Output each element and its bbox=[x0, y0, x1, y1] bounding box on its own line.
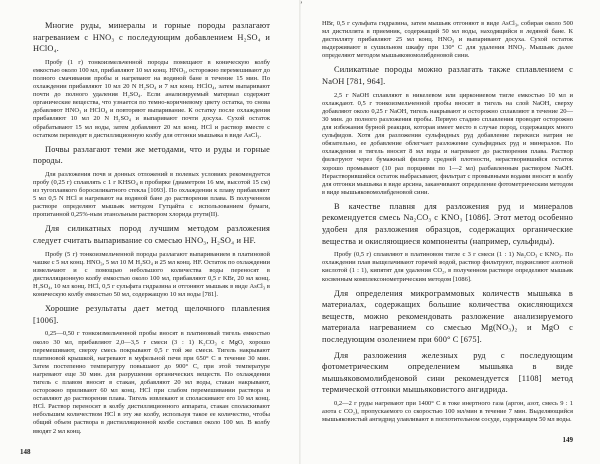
paragraph-naoh-procedure: 2,5 г NaOH сплавляют в никелевом или циркониевом тигле емкостью 10 мл и охлаждают. 0,5 г тонкоизмельченной пробы вносят в тигель на слой NaOH, сверху добавляют около 0,25 г NaOH, тигель накрывают и осторожно сплавляют в течение 20—30 мин. до полного разложения пробы. Первую стадию сплавления проводят осторожно для избежания бурной реакции, которая имеет место в случае пород, содержащих много сульфидов. Хотя для разложения сульфидных руд добавление перекиси натрия не обязательно, ее добавление облегчает разложение сульфидных руд и минералов. По охлаждении в тигель вносят 8 мл воды и нагревают до растворения плава. Раствор фильтруют через бумажный фильтр средней плотности, нерастворившийся остаток хорошо промывают (10 раз порциями по 1—2 мл) разбавленным раствором NaOH. Нерастворившийся остаток выбрасывают, фильтрат с промывными водами вносят в колбу для отгонки мышьяка в виде арсина, заканчивают определение фотометрическим методом в виде мышьяковомолибденовой сини. bbox=[322, 91, 573, 196]
paragraph-iron-ores-intro: Для разложения железных руд с последующим фотометрическим определением мышьяка в виде мышьяковомолибденовой сини рекомендуется [1108] метод термической отгонки мышьяковистого ангидрида. bbox=[322, 350, 573, 395]
paragraph-silicate-procedure: Пробу (5 г) тонкоизмельченной породы разлагают выпариванием в платиновой чашке с 5 мл конц. HNO₃, 5 мл 10 M H₂SO₄ и 25 мл конц. HF. Остаток по охлаждении измельчают и с помощью небольшого количества воды переносят в дистилляционную колбу емкостью около 100 мл, прибавляют 0,5 г KBr, 20 мл конц. H₂SO₄, 10 мл конц. HCl, 0,5 г сульфата гидразина и отгоняют мышьяк в виде AsCl₃ в коническую колбу емкостью 50 мл, содержащую 10 мл воды [781]. bbox=[33, 250, 270, 299]
right-page bbox=[300, 0, 600, 464]
page-number: 149 bbox=[562, 436, 573, 445]
scan-mark: ʼ bbox=[300, 0, 303, 9]
paragraph-microgram-intro: Для определения микрограммовых количеств мышьяка в материалах, содержащих большие количества окисляющихся веществ, можно рекомендовать разложение анализируемого материала нагреванием со смесью Mg(NO₃)₂ и MgO с последующим озолением при 600° С [675]. bbox=[322, 288, 573, 344]
paragraph-continuation: HBr, 0,5 г сульфата гидразина, затем мышьяк отгоняют в виде AsCl₃, собирая около 500 мл дистиллята в приемник, содержащий 50 мл воды, находящийся в ледяной бане. К дистилляту прибавляют 25 мл конц. HNO₃ и выпаривают досуха. Сухой остаток выдерживают в сушильном шкафу при 130° С для удаления HNO₃. Мышьяк далее определяют методом мышьяковомолибденовой сини. bbox=[322, 20, 573, 60]
page-number: 148 bbox=[20, 447, 31, 456]
paragraph-iron-ores-procedure: 0,2—2 г руды нагревают при 1400° С в токе инертного газа (аргон, азот, смесь 9 : 1 азота с CO₂), пропускаемого со скоростью 100 мл/мин в течение 7 мин. Выделяющийся мышьяковистый ангидрид улавливают в поглотительном сосуде, содержащем 50 мл воды. bbox=[322, 399, 573, 424]
paragraph-silicate-intro: Для силикатных пород лучшим методом разложения следует считать выпаривание со смесью HNO₃, H₂SO₄ и HF. bbox=[33, 224, 270, 246]
paragraph-alkaline-intro: Хорошие результаты дает метод щелочного плавления [1006]. bbox=[33, 304, 270, 325]
paragraph-flux-procedure: Пробу (0,5 г) сплавляют в платиновом тигле с 3 г смеси (1 : 1) Na₂CO₃ с KNO₃. По охлаждении плав выщелачивают горячей водой, раствор фильтруют, подкисляют азотной кислотой (1 : 1), кипятят для удаления CO₂, в полученном растворе определяют мышьяк косвенным комплексонометрическим методом [1086]. bbox=[322, 251, 573, 283]
paragraph-soils-intro: Почвы разлагают теми же методами, что и руды и горные породы. bbox=[33, 144, 270, 166]
paragraph-ore-procedure: Пробу (1 г) тонкоизмельченной породы помещают в коническую колбу емкостью около 100 мл, прибавляют 10 мл конц. HNO₃, осторожно перемешивают до полного смачивания пробы и нагревают на водяной бане в течение 15 мин. По охлаждении прибавляют 10 мл 20 N H₂SO₄ и 7 мл конц. HClO₄, затем выпаривают почти до полного удаления H₂SO₄. Если анализируемый материал содержит органические вещества, что узнается по темно-коричневому цвету остатка, то снова добавляют HNO₃ и HClO₄ и повторяют выпаривание. К остатку после охлаждения прибавляют 10 мл 20 N H₂SO₄ и выпаривают почти досуха. Сухой остаток обрабатывают 15 мл воды, затем добавляют 20 мл конц. HCl и раствор вместе с остатком переводят в дистилляционную колбу для отгонки мышьяка в виде AsCl₃. bbox=[33, 58, 270, 139]
paragraph-flux-intro: В качестве плавня для разложения руд и минералов рекомендуется смесь Na₂CO₃ с KNO₃ [1086]. Этот метод особенно удобен для разложения образцов, содержащих органические вещества и окисляющиеся компоненты (например, сульфиды). bbox=[322, 201, 573, 246]
paragraph-alkaline-procedure: 0,25—0,50 г тонкоизмельченной пробы вносят в платиновый тигель емкостью около 30 мл, прибавляют 2,0—3,5 г смеси (3 : 1) K₂CO₃ с MgO, хорошо перемешивают, сверху смесь покрывают 0,5 г той же смеси. Тигель накрывают платиновой крышкой, нагревают в муфельной печи при 650° С в течение 30 мин. Затем постепенно температуру повышают до 900° С, при этой температуре нагревают еще 30 мин. для разрушения органических веществ. По охлаждении тигель с плавом вносят в стакан, добавляют 20 мл воды, стакан накрывают, осторожно приливают 60 мл конц. HCl при слабом перемешивании раствора и оставляют до растворения плава. Тигель извлекают и споласкивают его 10 мл конц. HCl. Раствор переносят в колбу дистилляционного аппарата, стакан споласкивают небольшим количеством HCl в эту же колбу, используя такое ее количество, чтобы общий объем раствора в дистилляционной колбе составил около 100 мл. В колбу вводят 2 мл конц. bbox=[33, 330, 270, 435]
paragraph-ores-intro: Многие руды, минералы и горные породы разлагают нагреванием с HNO₃ с последующим добавлением H₂SO₄ и HClO₄. bbox=[33, 21, 270, 54]
paragraph-naoh-intro: Силикатные породы можно разлагать также сплавлением с NaOH [781, 964]. bbox=[322, 65, 573, 87]
paragraph-soils-procedure: Для разложения почв и донных отложений в полевых условиях рекомендуется пробу (0,25 г) сплавлять с 1 г KHSO₄ в пробирке (диаметром 16 мм, высотой 15 см) из тугоплавкого боросиликатного стекла [1093]. По охлаждении к плаву прибавляют 5 мл 0,5 N HCl и нагревают на водяной бане до растворения плава. В полученном растворе определяют мышьяк методом Гутцайта с использованием бумаги, пропитанной 0,25%-ным этанольным раствором хлорида ртути(II). bbox=[33, 170, 270, 219]
